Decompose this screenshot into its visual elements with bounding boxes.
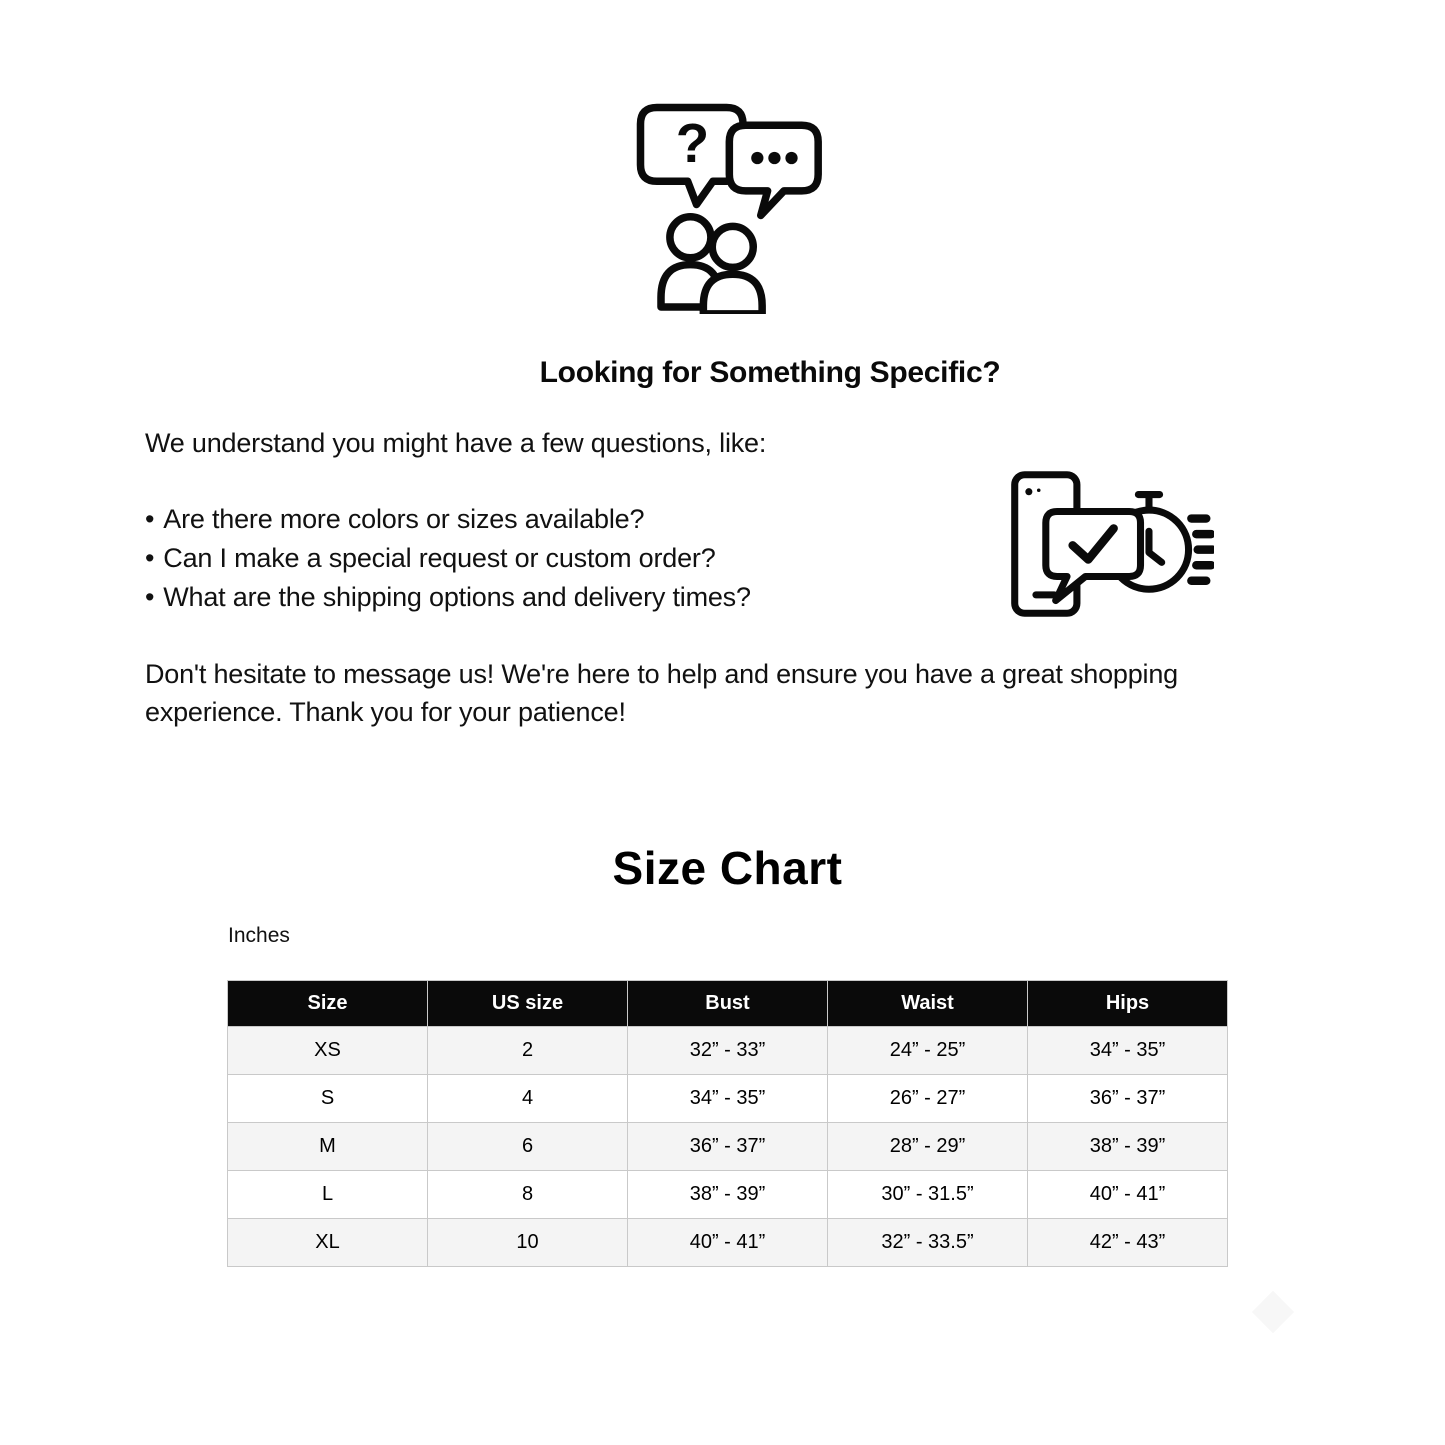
list-item bbox=[145, 500, 965, 539]
list-item bbox=[145, 578, 965, 617]
cell-us-size: 10 bbox=[428, 1219, 628, 1267]
column-header-us-size: US size bbox=[428, 981, 628, 1027]
header-row bbox=[228, 981, 1228, 1027]
question-list bbox=[145, 500, 965, 617]
cell-hips: 42” - 43” bbox=[1028, 1219, 1228, 1267]
cell-us-size: 2 bbox=[428, 1027, 628, 1075]
column-header-waist: Waist bbox=[828, 981, 1028, 1027]
list-item-text: What are the shipping options and delivery times? bbox=[163, 582, 751, 612]
size-chart-body bbox=[228, 1027, 1228, 1267]
faint-watermark bbox=[1252, 1291, 1294, 1333]
cell-hips: 40” - 41” bbox=[1028, 1171, 1228, 1219]
cell-bust: 40” - 41” bbox=[628, 1219, 828, 1267]
list-item-text: Can I make a special request or custom order? bbox=[163, 543, 716, 573]
cell-bust: 36” - 37” bbox=[628, 1123, 828, 1171]
unit-label: Inches bbox=[228, 924, 290, 947]
cell-bust: 34” - 35” bbox=[628, 1075, 828, 1123]
table-row-xl bbox=[228, 1219, 1228, 1267]
cell-size: XS bbox=[228, 1027, 428, 1075]
reply-bubble-icon bbox=[729, 125, 818, 215]
cell-hips: 36” - 37” bbox=[1028, 1075, 1228, 1123]
bullet-glyph: • bbox=[145, 504, 155, 534]
closing-text: Don't hesitate to message us! We're here to help and ensure you have a great shopping experience. Thank you for your patience! bbox=[145, 659, 1178, 727]
page-title: Looking for Something Specific? bbox=[539, 356, 1001, 389]
cell-bust: 38” - 39” bbox=[628, 1171, 828, 1219]
phone-camera-dot-small bbox=[1037, 489, 1041, 493]
bullet-glyph: • bbox=[145, 543, 155, 573]
size-chart-table bbox=[227, 980, 1228, 1267]
intro-text: We understand you might have a few questions, like: bbox=[145, 428, 767, 458]
cell-size: L bbox=[228, 1171, 428, 1219]
column-header-size: Size bbox=[228, 981, 428, 1027]
list-item-text: Are there more colors or sizes available? bbox=[163, 504, 645, 534]
cell-waist: 28” - 29” bbox=[828, 1123, 1028, 1171]
table-row-m bbox=[228, 1123, 1228, 1171]
cell-hips: 34” - 35” bbox=[1028, 1027, 1228, 1075]
list-item bbox=[145, 539, 965, 578]
question-mark-glyph: ? bbox=[675, 113, 710, 175]
cell-hips: 38” - 39” bbox=[1028, 1123, 1228, 1171]
cell-us-size: 4 bbox=[428, 1075, 628, 1123]
table-row-l bbox=[228, 1171, 1228, 1219]
cell-waist: 24” - 25” bbox=[828, 1027, 1028, 1075]
people-chat-icon bbox=[620, 95, 825, 314]
column-header-bust: Bust bbox=[628, 981, 828, 1027]
table-row-s bbox=[228, 1075, 1228, 1123]
table-row-xs bbox=[228, 1027, 1228, 1075]
cell-waist: 30” - 31.5” bbox=[828, 1171, 1028, 1219]
phone-camera-dot bbox=[1025, 488, 1032, 495]
size-chart-header bbox=[228, 981, 1228, 1027]
cell-size: XL bbox=[228, 1219, 428, 1267]
cell-bust: 32” - 33” bbox=[628, 1027, 828, 1075]
column-header-hips: Hips bbox=[1028, 981, 1228, 1027]
cell-size: S bbox=[228, 1075, 428, 1123]
size-chart-title: Size Chart bbox=[612, 842, 843, 894]
cell-waist: 26” - 27” bbox=[828, 1075, 1028, 1123]
bullet-glyph: • bbox=[145, 582, 155, 612]
cell-us-size: 8 bbox=[428, 1171, 628, 1219]
cell-us-size: 6 bbox=[428, 1123, 628, 1171]
cell-waist: 32” - 33.5” bbox=[828, 1219, 1028, 1267]
typing-dots-icon bbox=[751, 152, 797, 164]
speed-lines-icon bbox=[1191, 519, 1212, 581]
cell-size: M bbox=[228, 1123, 428, 1171]
phone-fast-reply-icon bbox=[1002, 466, 1214, 622]
